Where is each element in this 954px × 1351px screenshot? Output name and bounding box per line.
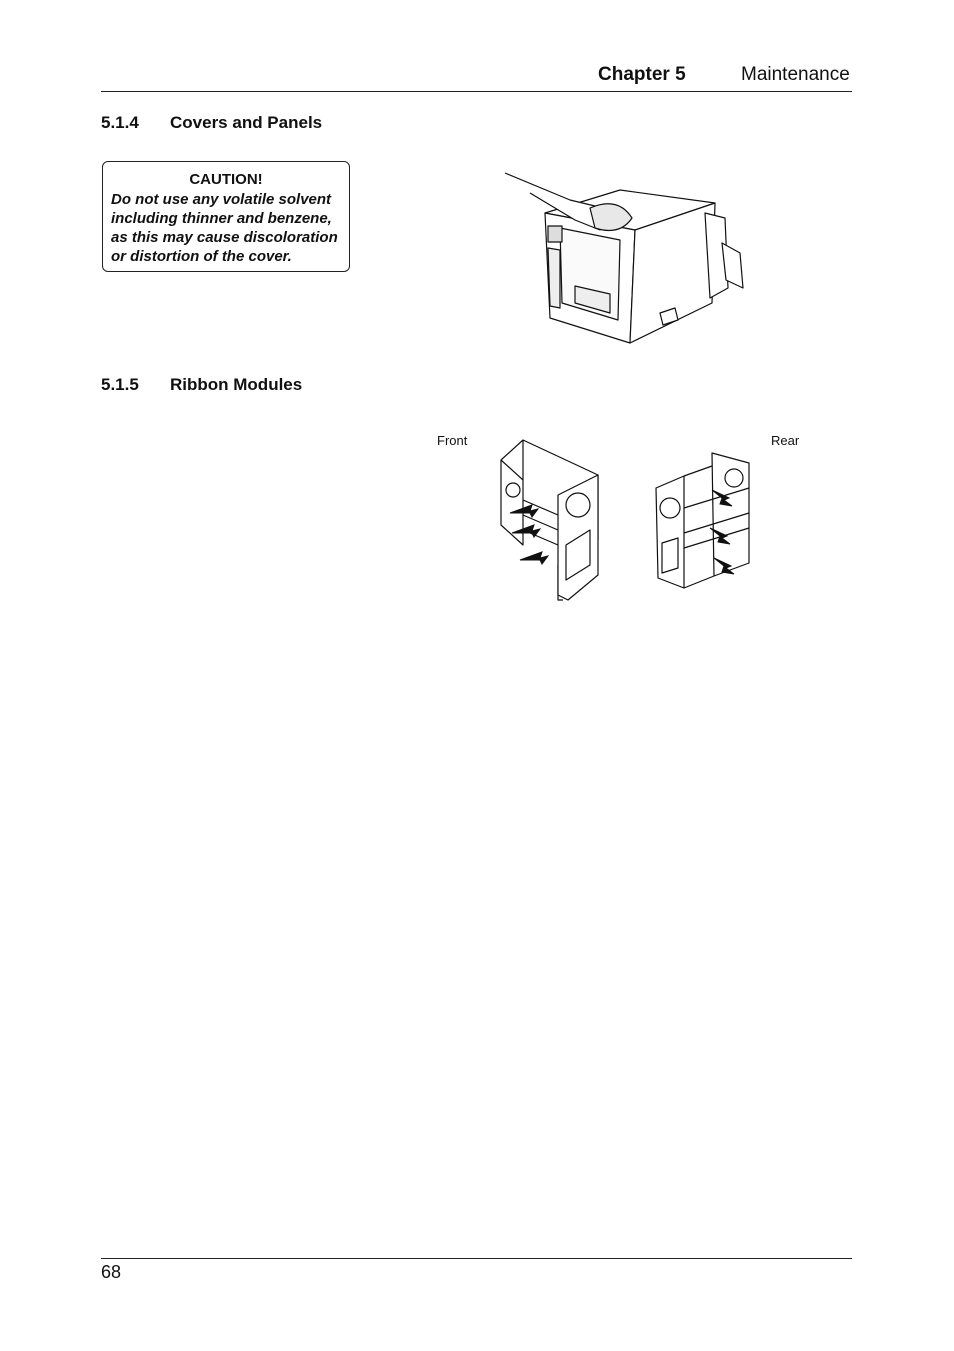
- section-title-ribbon: Ribbon Modules: [170, 375, 303, 394]
- header-rule: [101, 91, 852, 92]
- page-number: 68: [101, 1262, 122, 1282]
- caution-box: [102, 161, 350, 272]
- caution-line: including thinner and benzene,: [111, 210, 332, 227]
- ribbon-module-rear-illustration: [654, 448, 754, 600]
- section-number-covers: 5.1.4: [101, 113, 139, 132]
- chapter-label: Chapter 5: [598, 64, 686, 85]
- printer-cleaning-illustration: [500, 168, 750, 348]
- rear-view-label: Rear: [771, 433, 800, 448]
- ribbon-module-front-illustration: [498, 435, 608, 603]
- section-title-covers: Covers and Panels: [170, 113, 323, 132]
- caution-text: [111, 190, 341, 266]
- caution-line: as this may cause discoloration: [111, 229, 338, 246]
- footer-rule: [101, 1258, 852, 1259]
- front-view-label: Front: [437, 433, 468, 448]
- caution-heading: CAUTION!: [189, 171, 263, 188]
- caution-line: Do not use any volatile solvent: [111, 191, 332, 208]
- chapter-title: Maintenance: [741, 64, 850, 85]
- section-number-ribbon: 5.1.5: [101, 375, 139, 394]
- caution-line: or distortion of the cover.: [111, 248, 292, 265]
